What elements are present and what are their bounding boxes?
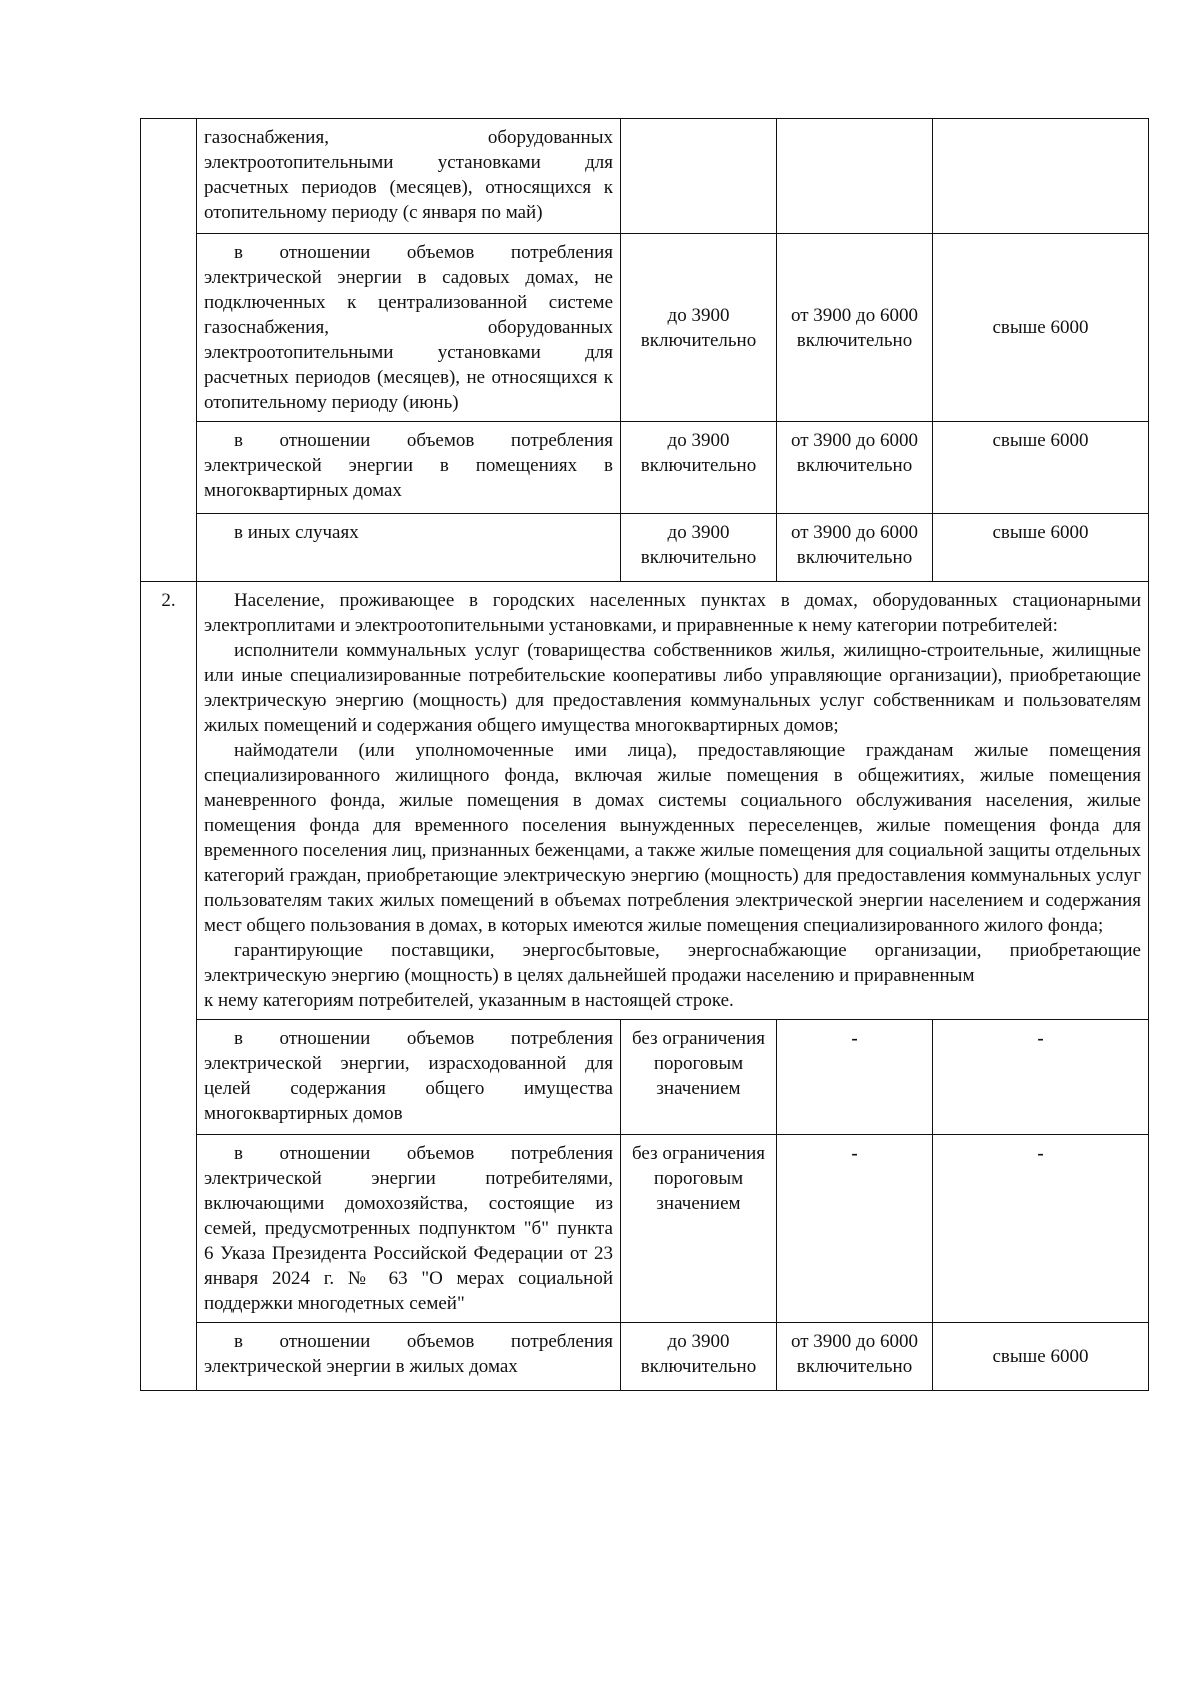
document-page <box>140 118 1148 1391</box>
table-row <box>141 582 1149 1020</box>
row-number-cell: 2. <box>141 582 197 1391</box>
range-3-cell: - <box>933 1135 1149 1323</box>
range-2-cell: от 3900 до 6000 включительно <box>777 422 933 514</box>
description-cell: в отношении объемов потребления электрической энергии, израсходованной для целей содержания общего имущества многоквартирных домов <box>197 1020 621 1135</box>
table-row <box>141 514 1149 582</box>
range-3-cell: свыше 6000 <box>933 422 1149 514</box>
range-3-cell: свыше 6000 <box>933 1323 1149 1391</box>
range-2-cell: - <box>777 1135 933 1323</box>
range-3-cell: свыше 6000 <box>933 514 1149 582</box>
category-description-cell <box>197 582 1149 1020</box>
range-2-cell: от 3900 до 6000 включительно <box>777 1323 933 1391</box>
range-3-cell <box>933 119 1149 234</box>
range-1-cell: без ограничения пороговым значением <box>621 1020 777 1135</box>
description-cell: газоснабжения, оборудованных электроотопительными установками для расчетных периодов (месяцев), относящихся к отопительному периоду (с января по май) <box>197 119 621 234</box>
description-cell: в отношении объемов потребления электрической энергии в садовых домах, не подключенных к централизованной системе газоснабжения, оборудованных электроотопительными установками для расчетных периодов (месяцев), не относящихся к отопительному периоду (июнь) <box>197 234 621 422</box>
range-3-cell: - <box>933 1020 1149 1135</box>
table-row <box>141 119 1149 234</box>
table-row <box>141 422 1149 514</box>
range-1-cell: до 3900 включительно <box>621 422 777 514</box>
range-3-cell: свыше 6000 <box>933 234 1149 422</box>
table-row <box>141 1323 1149 1391</box>
range-1-cell: до 3900 включительно <box>621 514 777 582</box>
table-row <box>141 234 1149 422</box>
range-1-cell: до 3900 включительно <box>621 1323 777 1391</box>
range-1-cell: без ограничения пороговым значением <box>621 1135 777 1323</box>
range-2-cell: - <box>777 1020 933 1135</box>
category-paragraph: гарантирующие поставщики, энергосбытовые, энергоснабжающие организации, приобретающие электрическую энергию (мощность) в целях дальнейшей продажи населению и приравненным <box>204 940 1141 986</box>
tariff-table <box>140 118 1149 1391</box>
range-2-cell: от 3900 до 6000 включительно <box>777 234 933 422</box>
range-2-cell: от 3900 до 6000 включительно <box>777 514 933 582</box>
category-paragraph: исполнители коммунальных услуг (товарищества собственников жилья, жилищно-строительные, жилищные или иные специализированные потребительские кооперативы либо управляющие организации), приобретающие электрическую энергию (мощность) для предоставления коммунальных услуг собственникам и пользователям жилых помещений и содержания общего имущества многоквартирных домов; <box>204 640 1141 736</box>
table-row <box>141 1020 1149 1135</box>
description-cell: в отношении объемов потребления электрической энергии в жилых домах <box>197 1323 621 1391</box>
description-cell: в отношении объемов потребления электрической энергии в помещениях в многоквартирных домах <box>197 422 621 514</box>
description-cell: в иных случаях <box>197 514 621 582</box>
range-1-cell <box>621 119 777 234</box>
category-paragraph: наймодатели (или уполномоченные ими лица), предоставляющие гражданам жилые помещения специализированного жилищного фонда, включая жилые помещения в общежитиях, жилые помещения маневренного фонда, жилые помещения в домах системы социального обслуживания населения, жилые помещения фонда для временного поселения вынужденных переселенцев, жилые помещения фонда для временного поселения лиц, признанных беженцами, а также жилые помещения для социальной защиты отдельных категорий граждан, приобретающие электрическую энергию (мощность) для предоставления коммунальных услуг пользователям таких жилых помещений в объемах потребления электрической энергии населением и содержания мест общего пользования в домах, в которых имеются жилые помещения специализированного жилого фонда; <box>204 740 1141 936</box>
table-row <box>141 1135 1149 1323</box>
row-number-cell <box>141 119 197 582</box>
range-1-cell: до 3900 включительно <box>621 234 777 422</box>
category-paragraph: Население, проживающее в городских населенных пунктах в домах, оборудованных стационарными электроплитами и электроотопительными установками, и приравненные к нему категории потребителей: <box>204 590 1141 636</box>
category-paragraph: к нему категориям потребителей, указанным в настоящей строке. <box>204 990 734 1011</box>
range-2-cell <box>777 119 933 234</box>
description-cell: в отношении объемов потребления электрической энергии потребителями, включающими домохозяйства, состоящие из семей, предусмотренных подпунктом "б" пункта 6 Указа Президента Российской Федерации от 23 января 2024 г. № 63 "О мерах социальной поддержки многодетных семей" <box>197 1135 621 1323</box>
